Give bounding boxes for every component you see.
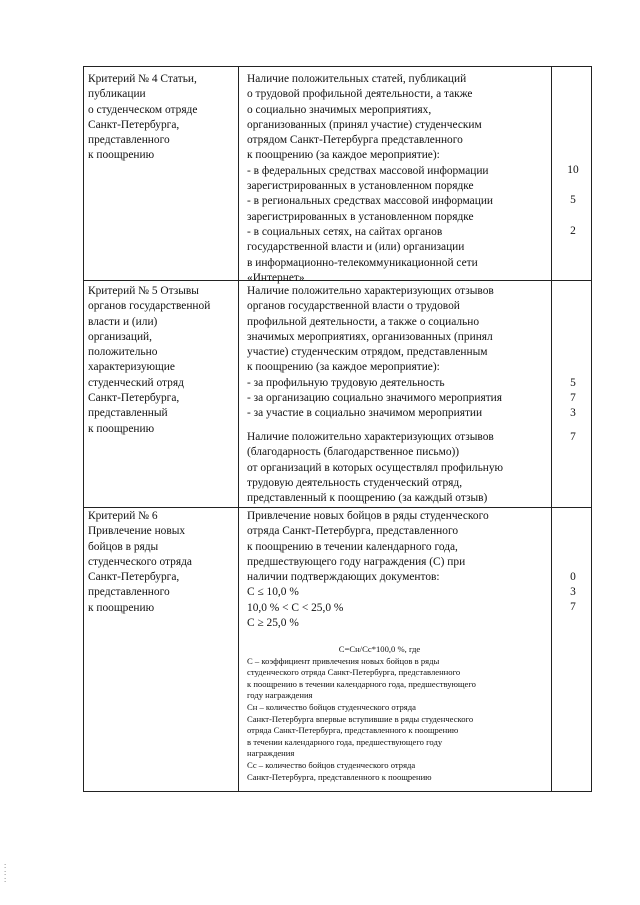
note-line: награждения xyxy=(247,748,295,759)
note-line: к поощрению в течении календарного года, предшествующего xyxy=(247,678,476,689)
points-value: 10 xyxy=(567,164,579,176)
description-line: значимых мероприятиях, организованных (принял xyxy=(247,330,493,343)
formula-notes xyxy=(247,644,587,783)
criteria-table xyxy=(83,66,592,792)
points-value: 3 xyxy=(570,407,576,419)
description-line: представленный к поощрению (за каждый отзыв) xyxy=(247,492,488,505)
formula: С=Сн/Сс*100,0 %, где xyxy=(338,644,421,654)
criterion-4-cell xyxy=(88,72,240,164)
description-line: в информационно-телекоммуникационной сети xyxy=(247,256,478,269)
criterion-line: органов государственной xyxy=(88,300,211,313)
points-value: 0 xyxy=(570,571,576,583)
description-line: Привлечение новых бойцов в ряды студенческого xyxy=(247,510,489,522)
criterion-5-cell xyxy=(88,284,240,437)
description-line: зарегистрированных в установленном порядке xyxy=(247,210,474,223)
description-line: к поощрению (за каждое мероприятие): xyxy=(247,361,440,374)
criterion-6-cell xyxy=(88,509,240,616)
points-value: 5 xyxy=(570,194,576,206)
criterion-line: студенческий отряд xyxy=(88,376,184,389)
description-line: - за профильную трудовую деятельность xyxy=(247,376,445,389)
criterion-line: о студенческом отряде xyxy=(88,103,198,116)
description-line: к поощрению (за каждое мероприятие): xyxy=(247,149,440,162)
criterion-line: бойцов в ряды xyxy=(88,540,159,553)
row-divider-2 xyxy=(84,507,591,508)
description-line: к поощрению в течении календарного года, xyxy=(247,540,458,553)
criterion-line: Привлечение новых xyxy=(88,525,186,538)
criterion-line: Критерий № 4 Статьи, xyxy=(88,73,197,85)
description-line: - в региональных средствах массовой информации xyxy=(247,195,494,208)
description-line: - в социальных сетях, на сайтах органов xyxy=(247,225,443,238)
description-line: органов государственной власти о трудовой xyxy=(247,300,460,313)
note-line: в течении календарного года, предшествующего году xyxy=(247,736,443,747)
description-line: организованных (принял участие) студенческим xyxy=(247,118,482,131)
criterion-line: положительно xyxy=(88,346,158,359)
description-line: Наличие положительно характеризующих отзывов xyxy=(247,285,494,297)
criterion-4-description xyxy=(247,72,549,286)
points-value: 5 xyxy=(570,377,576,389)
note-line: отряда Санкт-Петербурга, представленного к поощрению xyxy=(247,725,459,736)
note-line: Сс – количество бойцов студенческого отряда xyxy=(247,759,416,770)
note-line: студенческого отряда Санкт-Петербурга, представленного xyxy=(247,667,461,678)
description-line: государственной власти и (или) организации xyxy=(247,241,465,254)
criterion-line: Санкт-Петербурга, xyxy=(88,118,180,131)
criterion-line: к поощрению xyxy=(88,601,155,614)
criterion-line: власти и (или) xyxy=(88,315,158,328)
criterion-line: организаций, xyxy=(88,330,152,343)
criterion-5-description xyxy=(247,284,549,422)
description-line: - в федеральных средствах массовой информации xyxy=(247,164,489,177)
description-line: от организаций в которых осуществлял профильную xyxy=(247,461,504,474)
criterion-line: к поощрению xyxy=(88,149,155,162)
note-line: Санкт-Петербурга, представленного к поощрению xyxy=(247,771,432,782)
criterion-line: представленного xyxy=(88,134,170,147)
criterion-line: представленный xyxy=(88,407,168,420)
criterion-line: к поощрению xyxy=(88,422,155,435)
description-line: о трудовой профильной деятельности, а также xyxy=(247,88,473,101)
note-line: Санкт-Петербурга впервые вступившие в ряды студенческого xyxy=(247,713,474,724)
points-value: 2 xyxy=(570,225,576,237)
description-line: трудовую деятельность студенческий отряд, xyxy=(247,476,463,489)
note-line: Сн – количество бойцов студенческого отряда xyxy=(247,701,416,712)
description-line: отрядом Санкт-Петербурга представленного xyxy=(247,134,463,147)
criterion-line: Критерий № 6 xyxy=(88,510,158,522)
description-line: - за участие в социально значимом мероприятии xyxy=(247,407,483,420)
description-line: Наличие положительно характеризующих отзывов xyxy=(247,431,494,443)
description-line: наличии подтверждающих документов: xyxy=(247,571,440,584)
points-value: 7 xyxy=(570,431,576,443)
description-line: - за организацию социально значимого мероприятия xyxy=(247,392,503,405)
description-line: С ≤ 10,0 % xyxy=(247,586,299,599)
criterion-line: представленного xyxy=(88,586,170,599)
points-value: 7 xyxy=(570,392,576,404)
criterion-line: публикации xyxy=(88,88,146,101)
criterion-line: Санкт-Петербурга, xyxy=(88,392,180,405)
description-line: зарегистрированных в установленном порядке xyxy=(247,180,474,193)
note-line: году награждения xyxy=(247,690,313,701)
criterion-line: студенческого отряда xyxy=(88,555,192,568)
description-line: 10,0 % < С < 25,0 % xyxy=(247,601,344,614)
description-line: Наличие положительных статей, публикаций xyxy=(247,73,467,85)
criterion-line: Санкт-Петербурга, xyxy=(88,571,180,584)
description-line: С ≥ 25,0 % xyxy=(247,617,299,630)
description-line: участие) студенческим отрядом, представленным xyxy=(247,346,488,359)
criterion-line: Критерий № 5 Отзывы xyxy=(88,285,199,297)
criterion-5-description-2 xyxy=(247,430,549,506)
description-line: «Интернет» xyxy=(247,271,305,284)
description-line: о социально значимых мероприятиях, xyxy=(247,103,432,116)
criterion-6-description xyxy=(247,509,549,631)
description-line: профильной деятельности, а также о социально xyxy=(247,315,480,328)
description-line: предшествующего году награждения (С) при xyxy=(247,555,466,568)
criterion-line: характеризующие xyxy=(88,361,175,374)
points-value: 3 xyxy=(570,586,576,598)
description-line: отряда Санкт-Петербурга, представленного xyxy=(247,525,459,538)
scan-edge-marks: : : : xyxy=(4,861,7,884)
note-line: С – коэффициент привлечения новых бойцов в ряды xyxy=(247,655,440,666)
description-line: (благодарность (благодарственное письмо)) xyxy=(247,446,460,459)
points-value: 7 xyxy=(570,601,576,613)
